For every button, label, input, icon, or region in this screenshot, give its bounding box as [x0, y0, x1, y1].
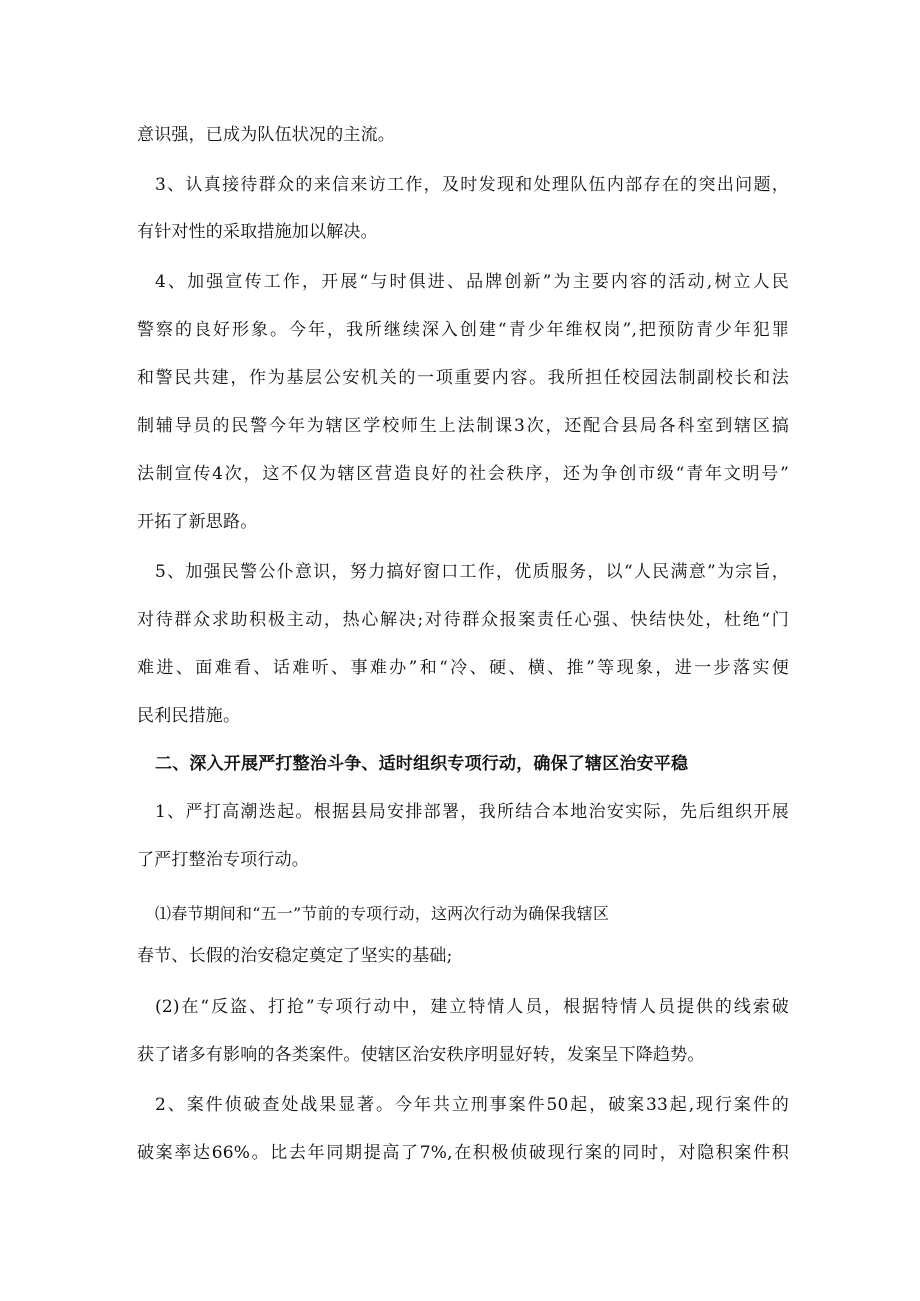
text-line: (2)在“反盗、打抢”专项行动中，建立特情人员，根据特情人员提供的线索破 — [155, 997, 789, 1017]
text-line: 了严打整治专项行动。 — [137, 850, 309, 870]
text-line: 制辅导员的民警今年为辖区学校师生上法制课3次，还配合县局各科室到辖区搞 — [137, 416, 789, 436]
text-line: 民利民措施。 — [137, 706, 241, 726]
text-line: 有针对性的采取措施加以解决。 — [137, 222, 378, 242]
text-line: 1、严打高潮迭起。根据县局安排部署，我所结合本地治安实际，先后组织开展 — [155, 802, 789, 822]
text-line: 开拓了新思路。 — [137, 512, 258, 532]
text-line: ⑴春节期间和“五一”节前的专项行动，这两次行动为确保我辖区 — [155, 904, 610, 923]
text-line: 春节、长假的治安稳定奠定了坚实的基础; — [137, 946, 453, 966]
text-line: 4、加强宣传工作，开展“与时俱进、品牌创新”为主要内容的活动,树立人民 — [155, 272, 789, 292]
text-line: 对待群众求助积极主动，热心解决;对待群众报案责任心强、快结快处，杜绝“门 — [137, 610, 789, 630]
text-line: 警察的良好形象。今年，我所继续深入创建“青少年维权岗”,把预防青少年犯罪 — [137, 320, 789, 340]
text-line: 获了诸多有影响的各类案件。使辖区治安秩序明显好转，发案呈下降趋势。 — [137, 1045, 705, 1065]
text-line: 3、认真接待群众的来信来访工作，及时发现和处理队伍内部存在的突出问题， — [155, 175, 789, 195]
text-line: 难进、面难看、话难听、事难办”和“冷、硬、横、推”等现象，进一步落实便 — [137, 658, 789, 678]
text-line: 法制宣传4次，这不仅为辖区营造良好的社会秩序，还为争创市级“青年文明号” — [137, 464, 789, 484]
section-heading: 二、深入开展严打整治斗争、适时组织专项行动，确保了辖区治安平稳 — [155, 754, 689, 774]
text-line: 和警民共建，作为基层公安机关的一项重要内容。我所担任校园法制副校长和法 — [137, 368, 789, 388]
text-line: 2、案件侦破查处战果显著。今年共立刑事案件50起，破案33起,现行案件的 — [155, 1095, 789, 1115]
text-line: 意识强，已成为队伍状况的主流。 — [137, 125, 395, 145]
text-line: 5、加强民警公仆意识，努力搞好窗口工作，优质服务，以“人民满意”为宗旨， — [155, 562, 789, 582]
text-line: 破案率达66%。比去年同期提高了7%,在积极侦破现行案的同时，对隐积案件积 — [137, 1143, 789, 1163]
